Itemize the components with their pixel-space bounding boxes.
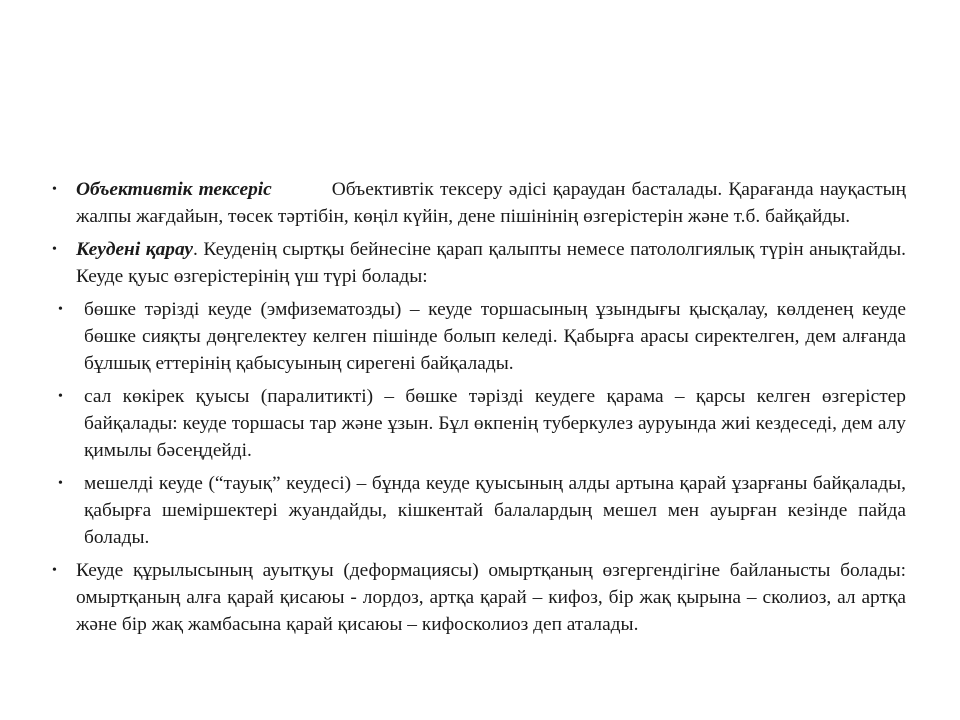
bullet-item xyxy=(52,383,906,464)
bullet-dot-icon: • xyxy=(58,389,63,404)
bullet-item xyxy=(52,236,906,290)
bullet-item xyxy=(52,176,906,230)
bullet-item xyxy=(52,296,906,377)
bullet-item xyxy=(52,470,906,551)
bullet-text: бөшке тәрізді кеуде (эмфизематозды) – кеуде торшасының ұзындығы қысқалау, көлденең кеуде бөшке сияқты дөңгелектеу келген пішінде болып келеді. Қабырға арасы сиректелген, дем алғанда бұлшық еттерінің қабысуының сирегені байқалады. xyxy=(84,299,906,374)
bullet-text: Кеуде құрылысының ауытқуы (деформациясы) омыртқаның өзгергендігіне байланысты болады: омыртқаның алға қарай қисаюы - лордоз, артқа қарай – кифоз, бір жақ қырына – сколиоз, ал артқа және бір жақ жамбасына қарай қисаюы – кифосколиоз деп аталады. xyxy=(76,560,906,635)
bullet-dot-icon: • xyxy=(52,182,57,197)
bullet-text: сал көкірек қуысы (паралитикті) – бөшке тәрізді кеудеге қарама – қарсы келген өзгерістер байқалады: кеуде торшасы тар және ұзын. Бұл өкпенің туберкулез ауруында жиі кездеседі, дем алу қимылы бәсеңдейді. xyxy=(84,386,906,461)
bullet-heading: Объективтік тексеріс xyxy=(76,179,272,200)
bullet-dot-icon: • xyxy=(52,242,57,257)
bullet-text: мешелді кеуде (“тауық” кеудесі) – бұнда кеуде қуысының алды артына қарай ұзарғаны байқалады, қабырға шеміршектері жуандайды, кішкентай балалардың мешел мен ауырған кезінде пайда болады. xyxy=(84,473,906,548)
bullet-heading: Кеудені қарау xyxy=(76,239,194,260)
bullet-text: . Кеуденің сыртқы бейнесіне қарап қалыпты немесе патололгиялық түрін анықтайды. Кеуде қуыс өзгерістерінің үш түрі болады: xyxy=(76,239,906,287)
bullet-dot-icon: • xyxy=(58,302,63,317)
bullet-item xyxy=(52,557,906,638)
bullet-text: Объективтік тексеру әдісі қараудан басталады. Қарағанда науқастың жалпы жағдайын, төсек тәртібін, көңіл күйін, дене пішінінің өзгерістерін және т.б. байқайды. xyxy=(76,179,907,227)
bullet-dot-icon: • xyxy=(52,563,57,578)
slide-content xyxy=(52,176,906,644)
bullet-dot-icon: • xyxy=(58,476,63,491)
